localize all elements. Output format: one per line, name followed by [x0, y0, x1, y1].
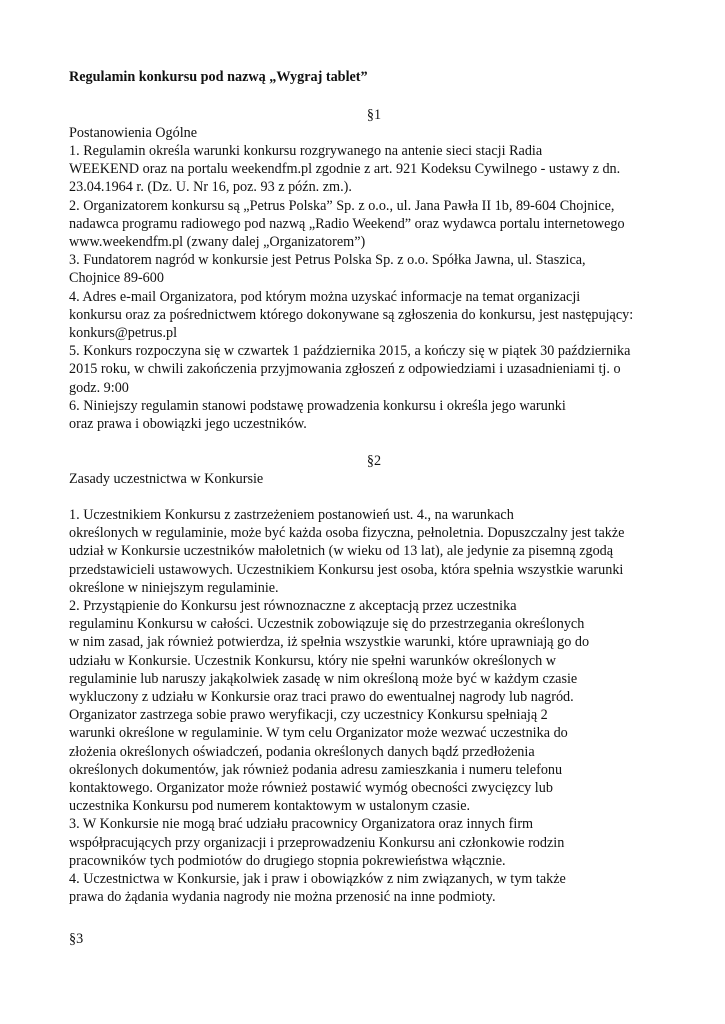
paragraph-line: Organizator zastrzega sobie prawo weryfikacji, czy uczestnicy Konkursu spełniają 2	[69, 707, 548, 724]
paragraph-line: Chojnice 89-600	[69, 270, 164, 287]
paragraph-line: nadawca programu radiowego pod nazwą „Radio Weekend” oraz wydawca portalu internetowego	[69, 215, 625, 232]
email-address: konkurs@petrus.pl	[69, 325, 178, 342]
paragraph-line: 4. Uczestnictwa w Konkursie, jak i praw i obowiązków z nim związanych, w tym także	[69, 871, 566, 888]
section-3-number: §3	[69, 931, 84, 947]
paragraph-line: 6. Niniejszy regulamin stanowi podstawę prowadzenia konkursu i określa jego warunki	[69, 397, 566, 414]
section-2	[69, 452, 679, 906]
spacer	[69, 488, 679, 506]
paragraph-line: wykluczony z udziału w Konkursie oraz traci prawo do ewentualnej nagrody lub nagród.	[69, 689, 574, 706]
paragraph-line: 4. Adres e-mail Organizatora, pod którym można uzyskać informacje na temat organizacji	[69, 288, 581, 305]
paragraph-line: współpracujących przy organizacji i przeprowadzeniu Konkursu ani członkowie rodzin	[69, 834, 565, 851]
paragraph-line: pracowników tych podmiotów do drugiego stopnia pokrewieństwa włącznie.	[69, 852, 506, 869]
paragraph-line: 23.04.1964 r. (Dz. U. Nr 16, poz. 93 z późn. zm.).	[69, 179, 352, 196]
paragraph-line: oraz prawa i obowiązki jego uczestników.	[69, 416, 307, 433]
paragraph-line: udziału w Konkursie. Uczestnik Konkursu, który nie spełni warunków określonych w	[69, 652, 557, 669]
paragraph-line: 5. Konkurs rozpoczyna się w czwartek 1 października 2015, a kończy się w piątek 30 października	[69, 343, 631, 360]
paragraph-line: kontaktowego. Organizator może również postawić wymóg obecności zwycięzcy lub	[69, 780, 553, 797]
paragraph-line: 2. Organizatorem konkursu są „Petrus Polska” Sp. z o.o., ul. Jana Pawła II 1b, 89-604 Chojnice,	[69, 197, 615, 214]
paragraph-line: www.weekendfm.pl (zwany dalej „Organizatorem”)	[69, 234, 366, 251]
paragraph-line: godz. 9:00	[69, 379, 129, 396]
paragraph-line: 3. W Konkursie nie mogą brać udziału pracownicy Organizatora oraz innych firm	[69, 816, 534, 833]
paragraph-line: konkursu oraz za pośrednictwem którego dokonywane są zgłoszenia do konkursu, jest następujący:	[69, 306, 634, 323]
section-1	[69, 106, 679, 433]
paragraph-line: regulaminie lub naruszy jakąkolwiek zasadę w nim określoną może być w każdym czasie	[69, 670, 578, 687]
paragraph-line: WEEKEND oraz na portalu weekendfm.pl zgodnie z art. 921 Kodeksu Cywilnego - ustawy z dn.	[69, 161, 621, 178]
paragraph-line: 1. Regulamin określa warunki konkursu rozgrywanego na antenie sieci stacji Radia	[69, 143, 543, 159]
paragraph-line: określone w niniejszym regulaminie.	[69, 579, 279, 596]
document-title: Regulamin konkursu pod nazwą „Wygraj tablet”	[69, 69, 368, 85]
paragraph-line: warunki określone w regulaminie. W tym celu Organizator może wezwać uczestnika do	[69, 725, 568, 742]
paragraph-line: prawa do żądania wydania nagrody nie można przenosić na inne podmioty.	[69, 889, 496, 906]
section-2-body	[69, 506, 679, 906]
paragraph-line: 1. Uczestnikiem Konkursu z zastrzeżeniem postanowień ust. 4., na warunkach	[69, 507, 514, 523]
section-1-body	[69, 142, 679, 433]
paragraph-line: przedstawicieli ustawowych. Uczestnikiem Konkursu jest osoba, która spełnia wszystkie warunki	[69, 561, 624, 578]
section-1-heading: Postanowienia Ogólne	[69, 125, 198, 141]
paragraph-line: udział w Konkursie uczestników małoletnich (w wieku od 13 lat), ale jedynie za pisemną zgodą	[69, 543, 614, 560]
section-2-number: §2	[366, 453, 382, 469]
section-1-number: §1	[366, 107, 382, 123]
paragraph-line: 2015 roku, w chwili zakończenia przyjmowania zgłoszeń z odpowiedziami i uzasadnieniami tj. o	[69, 361, 621, 378]
paragraph-line: określonych dokumentów, jak również podania adresu zamieszkania i numeru telefonu	[69, 761, 563, 778]
paragraph-line: 2. Przystąpienie do Konkursu jest równoznaczne z akceptacją przez uczestnika	[69, 598, 517, 615]
paragraph-line: złożenia określonych oświadczeń, podania określonych danych bądź przedłożenia	[69, 743, 535, 760]
paragraph-line: uczestnika Konkursu pod numerem kontaktowym w ustalonym czasie.	[69, 798, 471, 815]
paragraph-line: 3. Fundatorem nagród w konkursie jest Petrus Polska Sp. z o.o. Spółka Jawna, ul. Staszica,	[69, 252, 586, 269]
paragraph-line: określonych w regulaminie, może być każda osoba fizyczna, pełnoletnia. Dopuszczalny jest także	[69, 525, 625, 542]
section-2-heading: Zasady uczestnictwa w Konkursie	[69, 471, 264, 487]
paragraph-line: regulaminu Konkursu w całości. Uczestnik zobowiązuje się do przestrzegania określonych	[69, 616, 585, 633]
paragraph-line: w nim zasad, jak również potwierdza, iż spełnia wszystkie warunki, które uprawniają go do	[69, 634, 590, 651]
